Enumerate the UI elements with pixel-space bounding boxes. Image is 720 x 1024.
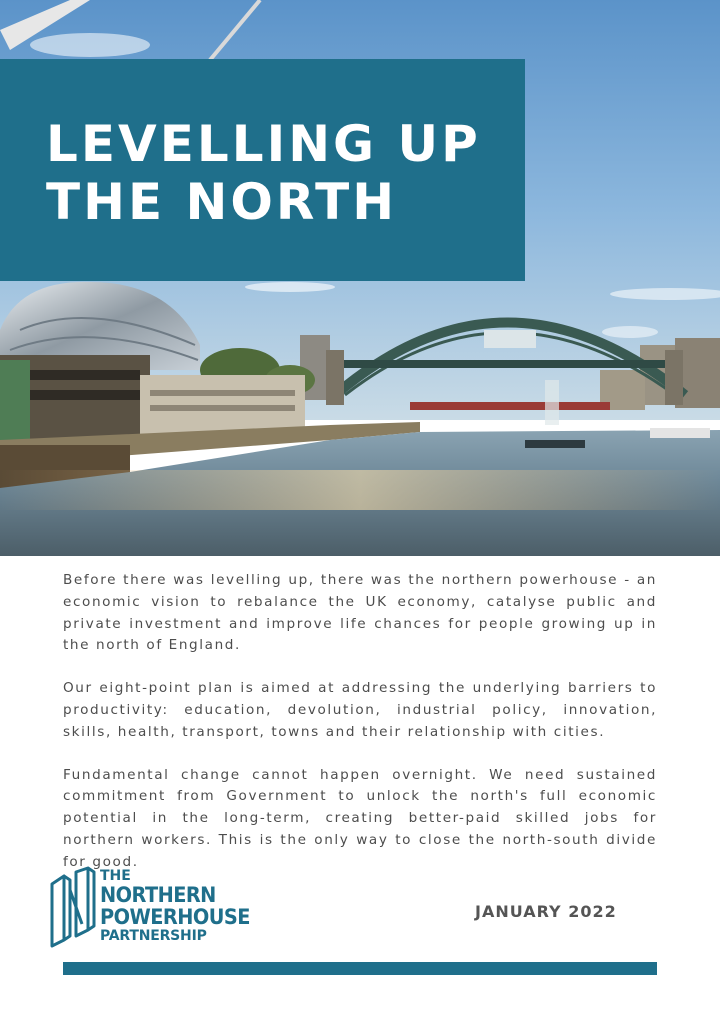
paragraph-1: Before there was levelling up, there was the northern powerhouse - an economic vision to rebalance the UK economy, catalyse public and private investment and improve life chances for people growing up in the north of England. bbox=[63, 572, 657, 654]
logo-text-northern: NORTHERN bbox=[100, 883, 216, 907]
paragraph-3: Fundamental change cannot happen overnight. We need sustained commitment from Government to unlock the north's full economic potential in the long-term, creating better-paid skilled jobs for northern workers. This is the only way to close the north-south divide for good. bbox=[63, 766, 657, 870]
np-monogram-icon bbox=[48, 866, 96, 950]
title-banner bbox=[0, 59, 525, 281]
logo-text-the: THE bbox=[100, 868, 131, 884]
page-title bbox=[46, 115, 481, 231]
publication-date: JANUARY 2022 bbox=[475, 902, 617, 921]
footer-bar bbox=[63, 962, 657, 975]
paragraph-2: Our eight-point plan is aimed at addressing the underlying barriers to productivity: education, devolution, industrial policy, innovation, skills, health, transport, towns and their relationship with cities. bbox=[63, 680, 657, 740]
logo-text-partnership: PARTNERSHIP bbox=[100, 928, 207, 944]
body-text bbox=[63, 570, 657, 895]
logo-text-powerhouse: POWERHOUSE bbox=[100, 905, 250, 929]
title-line-2: THE NORTH bbox=[46, 173, 398, 231]
northern-powerhouse-partnership-logo bbox=[48, 866, 278, 950]
title-line-1: LEVELLING UP bbox=[46, 115, 481, 173]
